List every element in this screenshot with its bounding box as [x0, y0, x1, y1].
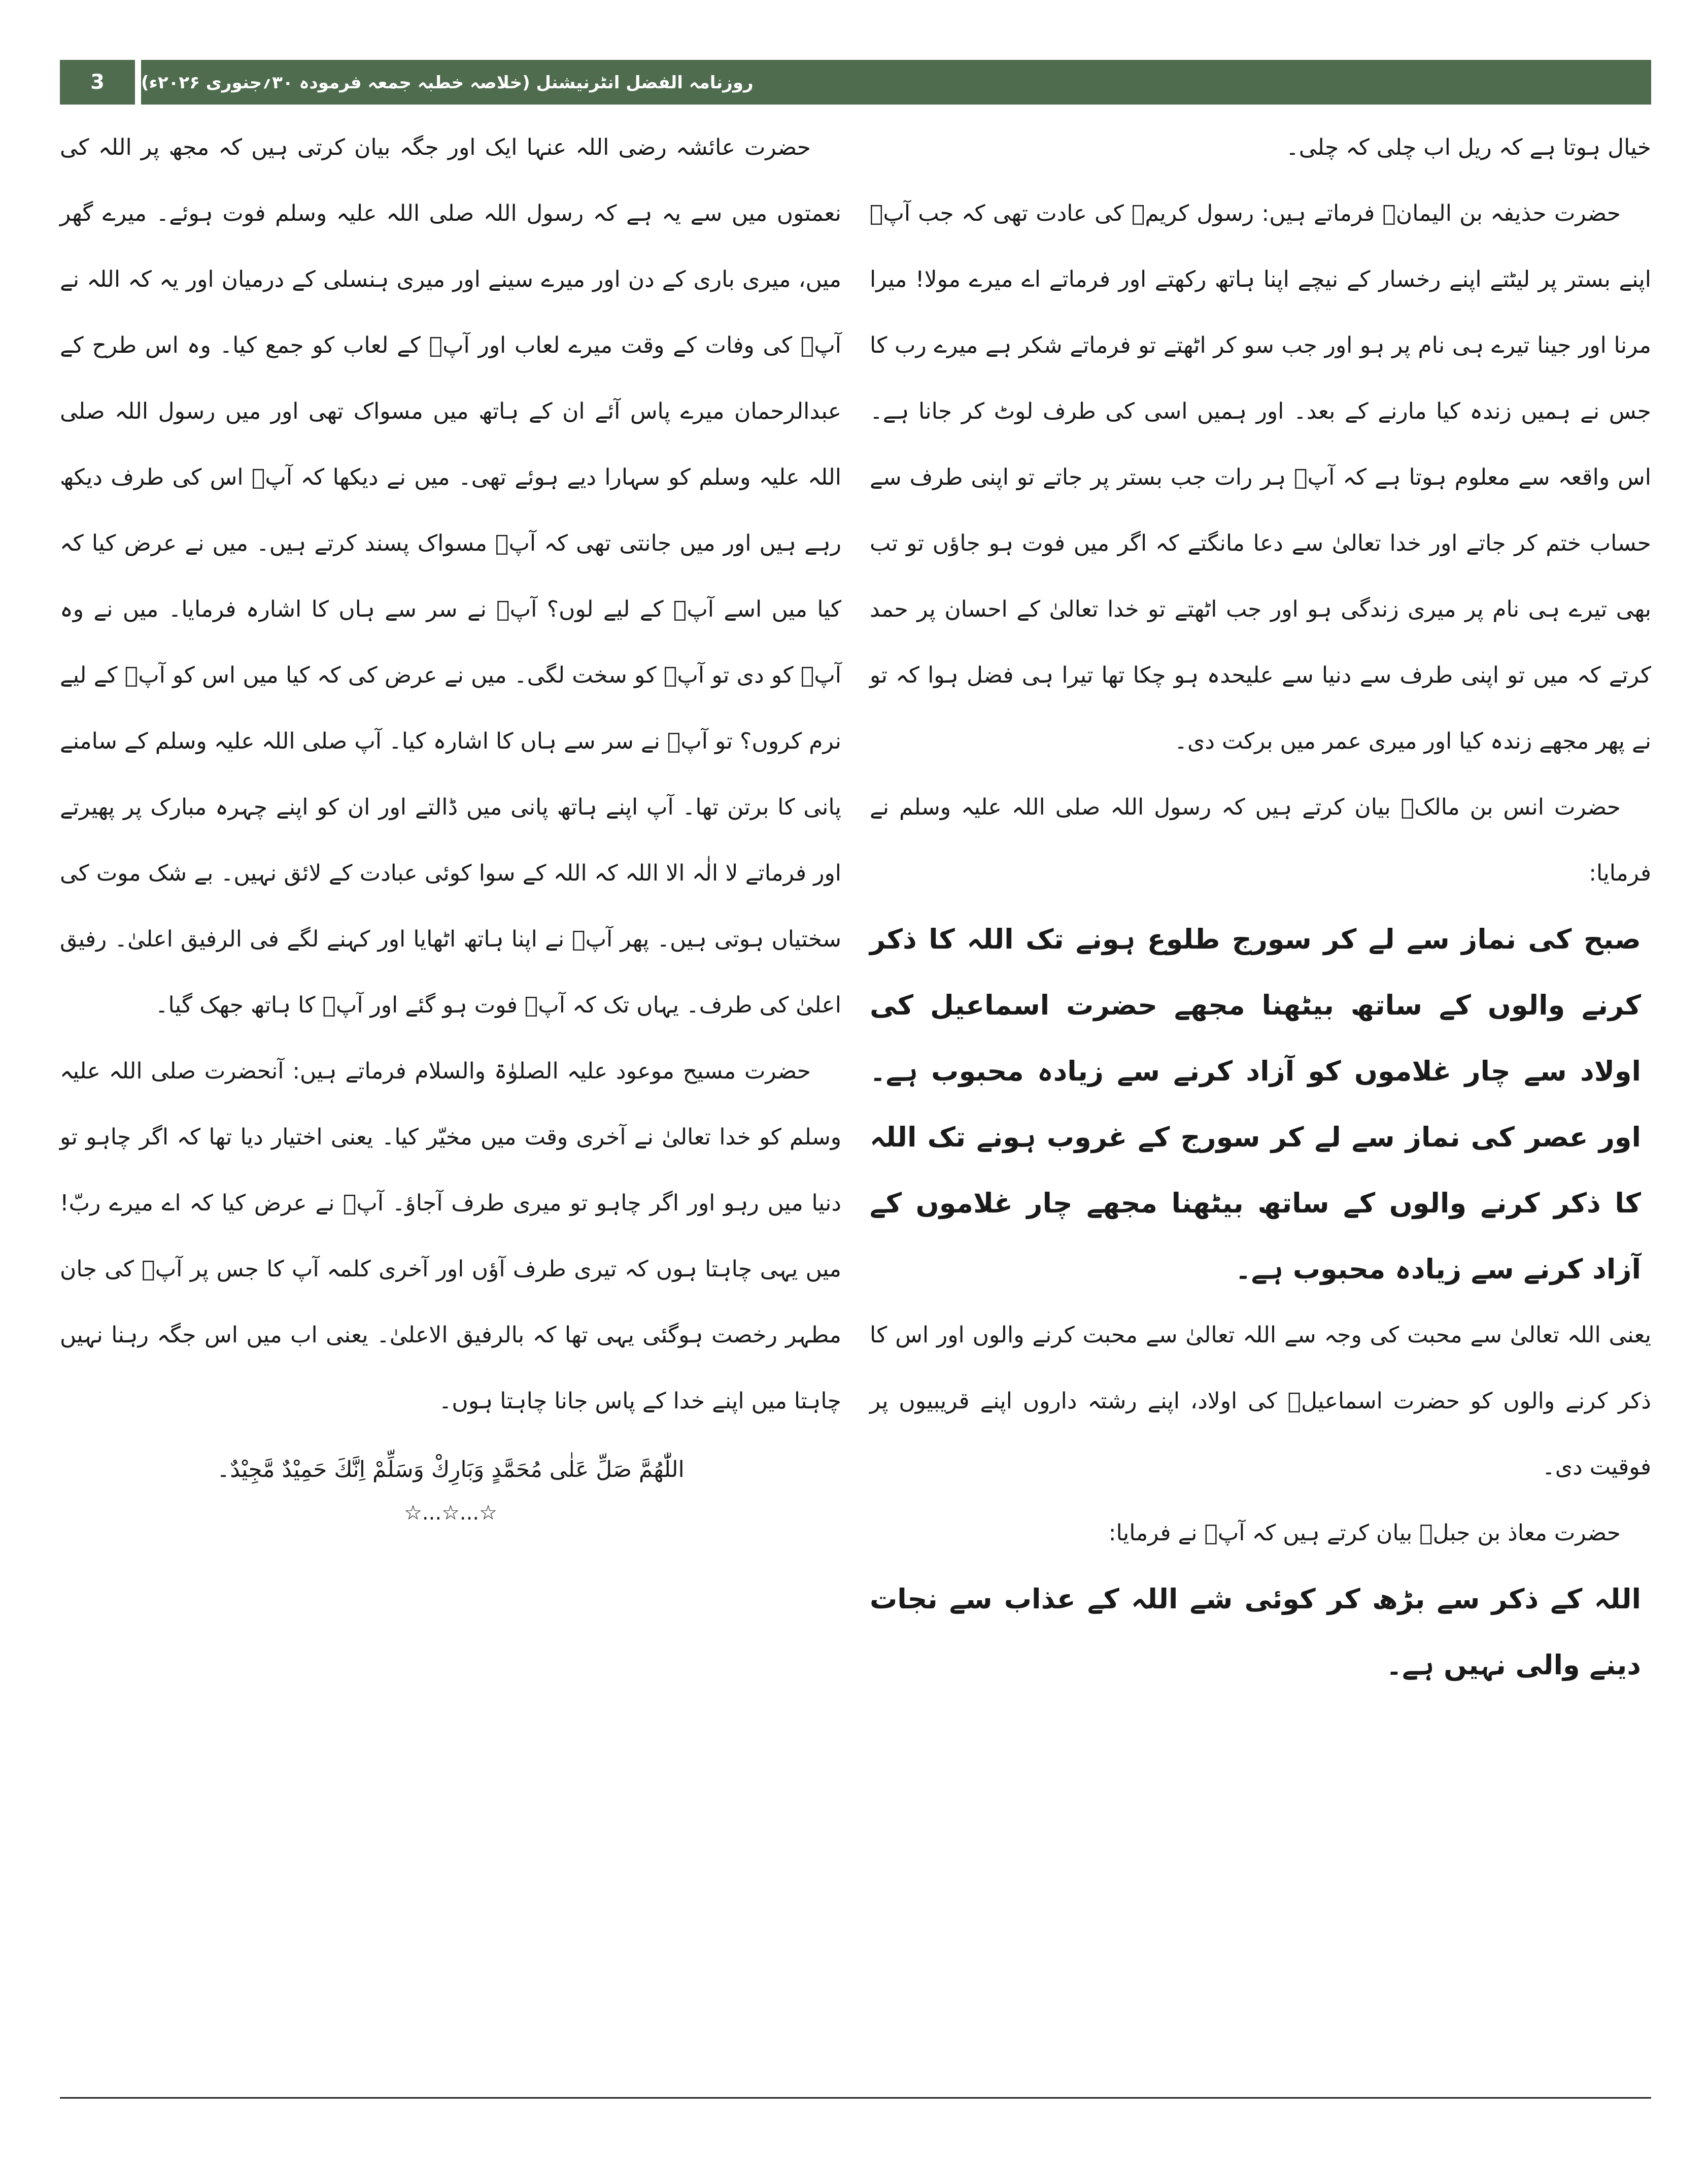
- durood-sharif: اللّٰهُمَّ صَلِّ عَلٰى مُحَمَّدٍ وَبَارِكْ وَسَلِّمْ اِنَّكَ حَمِيْدٌ مَّجِيْدٌ۔: [217, 1457, 685, 1482]
- section-end-stars: ☆...☆...☆: [404, 1501, 497, 1525]
- paragraph: خیال ہوتا ہے کہ ریل اب چلی کہ چلی۔: [1285, 134, 1651, 160]
- paragraph-muadh: حضرت معاذ بن جبلؓ بیان کرتے ہیں کہ آپؐ نے فرمایا:: [1108, 1520, 1621, 1546]
- paragraph: یعنی اللہ تعالیٰ سے محبت کی وجہ سے اللہ تعالیٰ سے محبت کرنے والوں اور اس کا ذکر کرنے والوں کو حضرت اسماعیلؑ کی اولاد، اپنے رشتہ داروں اپنے قریبیوں پر فوقیت دی۔: [870, 1322, 1651, 1480]
- paragraph-hudhaifa: حضرت حذیفہ بن الیمانؓ فرماتے ہیں: رسول کریمؐ کی عادت تھی کہ جب آپؐ اپنے بستر پر لیٹتے اپنے رخسار کے نیچے اپنا ہاتھ رکھتے اور فرماتے اے میرے مولا! میرا مرنا اور جینا تیرے ہی نام پر ہو اور جب سو کر اٹھتے تو فرماتے شکر ہے میرے رب کا جس نے ہمیں زندہ کیا مارنے کے بعد۔ اور ہمیں اسی کی طرف لوٹ کر جانا ہے۔ اس واقعہ سے معلوم ہوتا ہے کہ آپؐ ہر رات جب بستر پر جاتے تو اپنی طرف سے حساب ختم کر جاتے اور خدا تعالیٰ سے دعا مانگتے کہ اگر میں فوت ہو جاؤں تو تب بھی تیرے ہی نام پر میری زندگی ہو اور جب اٹھتے تو خدا تعالیٰ کے احسان پر حمد کرتے کہ میں تو اپنی طرف سے دنیا سے علیحدہ ہو چکا تھا تیرا ہی فضل ہوا کہ تو نے پھر مجھے زندہ کیا اور میری عمر میں برکت دی۔: [870, 200, 1651, 754]
- paragraph-masih-maud: حضرت مسیح موعود علیہ الصلوٰۃ والسلام فرماتے ہیں: آنحضرت صلی اللہ علیہ وسلم کو خدا تعالیٰ نے آخری وقت میں مخیّر کیا۔ یعنی اختیار دیا تھا کہ اگر چاہو تو دنیا میں رہو اور اگر چاہو تو میری طرف آجاؤ۔ آپؐ نے عرض کیا کہ اے میرے ربّ! میں یہی چاہتا ہوں کہ تیری طرف آؤں اور آخری کلمہ آپ کا جس پر آپؐ کی جان مطہر رخصت ہوگئی یہی تھا کہ بالرفیق الاعلیٰ۔ یعنی اب میں اس جگہ رہنا نہیں چاہتا میں اپنے خدا کے پاس جانا چاہتا ہوں۔: [60, 1058, 841, 1414]
- page-number: 3: [60, 60, 135, 105]
- hadith-quote: صبح کی نماز سے لے کر سورج طلوع ہونے تک اللہ کا ذکر کرنے والوں کے ساتھ بیٹھنا مجھے حضرت اسماعیل کی اولاد سے چار غلاموں کو آزاد کرنے سے زیادہ محبوب ہے۔ اور عصر کی نماز سے لے کر سورج کے غروب ہونے تک اللہ کا ذکر کرنے والوں کے ساتھ بیٹھنا مجھے چار غلاموں کے آزاد کرنے سے زیادہ محبوب ہے۔: [870, 923, 1641, 1285]
- right-column: [870, 115, 1651, 1698]
- page-header: [60, 60, 1651, 105]
- paragraph-aisha: حضرت عائشہ رضی اللہ عنہا ایک اور جگہ بیان کرتی ہیں کہ مجھ پر اللہ کی نعمتوں میں سے یہ ہے کہ رسول اللہ صلی اللہ علیہ وسلم فوت ہوئے۔ میرے گھر میں، میری باری کے دن اور میرے سینے اور میری ہنسلی کے درمیان اور یہ کہ اللہ نے آپؐ کی وفات کے وقت میرے لعاب اور آپؐ کے لعاب کو جمع کیا۔ وہ اس طرح کے عبدالرحمان میرے پاس آئے ان کے ہاتھ میں مسواک تھی اور میں رسول اللہ صلی اللہ علیہ وسلم کو سہارا دیے ہوئے تھی۔ میں نے دیکھا کہ آپؐ اس کی طرف دیکھ رہے ہیں اور میں جانتی تھی کہ آپؐ مسواک پسند کرتے ہیں۔ میں نے عرض کیا کہ کیا میں اسے آپؐ کے لیے لوں؟ آپؐ نے سر سے ہاں کا اشارہ فرمایا۔ میں نے وہ آپؐ کو دی تو آپؐ کو سخت لگی۔ میں نے عرض کی کہ کیا میں اس کو آپؐ کے لیے نرم کروں؟ تو آپؐ نے سر سے ہاں کا اشارہ کیا۔ آپ صلی اللہ علیہ وسلم کے سامنے پانی کا برتن تھا۔ آپ اپنے ہاتھ پانی میں ڈالتے اور ان کو اپنے چہرہ مبارک پر پھیرتے اور فرماتے لا الٰہ الا اللہ کہ اللہ کے سوا کوئی عبادت کے لائق نہیں۔ بے شک موت کی سختیاں ہوتی ہیں۔ پھر آپؐ نے اپنا ہاتھ اٹھایا اور کہنے لگے فی الرفیق اعلیٰ۔ رفیق اعلیٰ کی طرف۔ یہاں تک کہ آپؐ فوت ہو گئے اور آپؐ کا ہاتھ جھک گیا۔: [60, 134, 841, 1018]
- footer-divider: [60, 2097, 1651, 2099]
- left-column: [60, 115, 841, 1526]
- hadith-quote: اللہ کے ذکر سے بڑھ کر کوئی شے اللہ کے عذاب سے نجات دینے والی نہیں ہے۔: [870, 1583, 1641, 1681]
- newspaper-title: روزنامہ الفضل انٹرنیشنل (خلاصہ خطبہ جمعہ فرمودہ ۳۰؍جنوری ۲۰۲۶ء): [141, 60, 1651, 105]
- paragraph-anas: حضرت انس بن مالکؓ بیان کرتے ہیں کہ رسول اللہ صلی اللہ علیہ وسلم نے فرمایا:: [870, 794, 1651, 886]
